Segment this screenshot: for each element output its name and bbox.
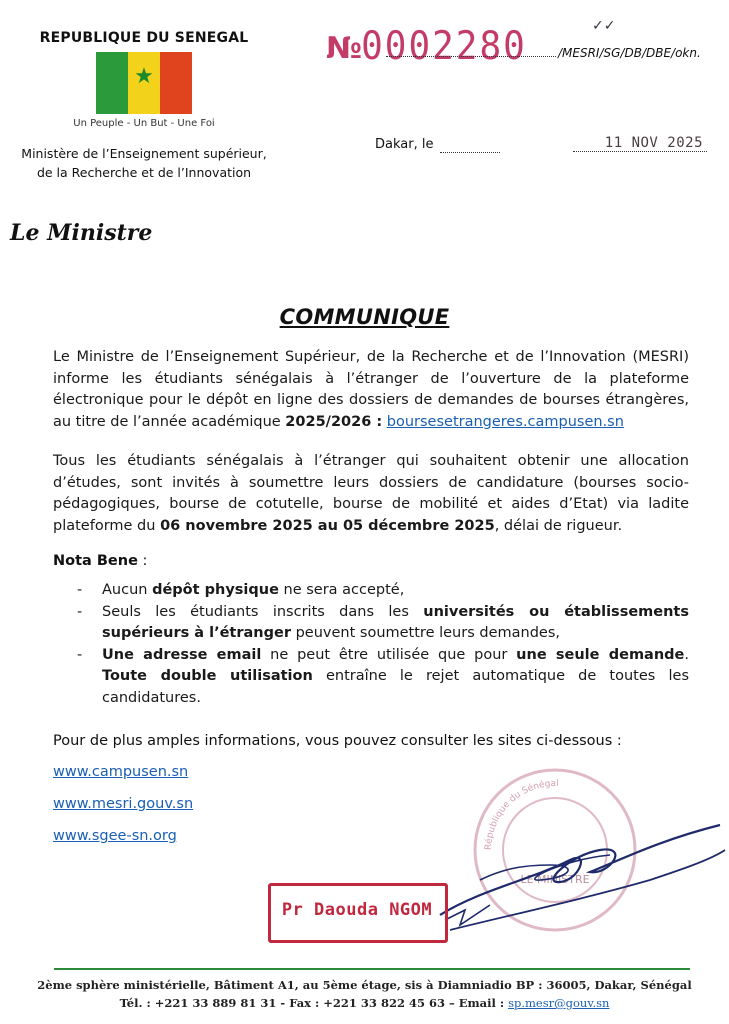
- platform-link[interactable]: boursesetrangeres.campusen.sn: [386, 413, 624, 430]
- country-title: REPUBLIQUE DU SENEGAL: [39, 30, 249, 46]
- academic-year: 2025/2026 :: [285, 413, 383, 430]
- paragraph-invitation: [53, 451, 689, 537]
- star-icon: ★: [134, 64, 154, 89]
- site-link-mesri[interactable]: www.mesri.gouv.sn: [53, 796, 194, 812]
- bullet2-text-b: universités ou établissements supérieurs à l’étranger: [102, 603, 689, 641]
- senegal-flag: [96, 52, 192, 114]
- list-item: [77, 602, 689, 645]
- number-symbol-icon: №: [326, 31, 362, 66]
- submission-dates: 06 novembre 2025 au 05 décembre 2025: [160, 517, 495, 534]
- stamp-ring-text: République du Sénégal: [483, 778, 559, 851]
- bullet3-text-f: entraîne le rejet automatique de toutes les candidatures.: [102, 668, 689, 706]
- bullet3-text-c: une seule demande: [516, 646, 685, 663]
- ministry-name: [10, 144, 278, 182]
- footer-contact: [0, 996, 729, 1010]
- footer-address: 2ème sphère ministérielle, Bâtiment A1, au 5ème étage, sis à Diamniadio BP : 36005, Dakar, Sénégal: [37, 978, 692, 992]
- checkmark-icon: ✓✓: [592, 18, 616, 34]
- stamp-center-text: LE MINISTRE: [520, 873, 590, 886]
- signatory-name: Pr Daouda NGOM: [281, 900, 433, 920]
- site-link-sgee[interactable]: www.sgee-sn.org: [53, 828, 177, 844]
- reference-code: /MESRI/SG/DB/DBE/okn.: [558, 46, 701, 60]
- footer-divider: [54, 968, 690, 970]
- city-label: Dakar, le: [375, 137, 434, 152]
- national-motto: Un Peuple - Un But - Une Foi: [73, 118, 215, 129]
- more-info-text: Pour de plus amples informations, vous pouvez consulter les sites ci-dessous :: [53, 733, 622, 749]
- city-dotted-line: [440, 142, 500, 153]
- bullet3-text-b: ne peut être utilisée que pour: [261, 646, 517, 663]
- intro-text: Le Ministre de l’Enseignement Supérieur, de la Recherche et de l’Innovation (MESRI) informe les étudiants sénégalais à l’étranger de l’ouverture de la plateforme électronique pour le dépôt en ligne des dossiers de demandes de bourses étrangères, au titre de l’année académique: [53, 349, 689, 430]
- bullet3-text-e: Toute double utilisation: [102, 668, 313, 684]
- nota-bene-heading: [53, 553, 147, 569]
- reference-dotted-line: [386, 44, 556, 57]
- footer-phone: Tél. : +221 33 889 81 31 - Fax : +221 33 822 45 63 – Email :: [119, 996, 505, 1010]
- bullet1-text-b: dépôt physique: [152, 582, 279, 598]
- bullet3-text-a: Une adresse email: [102, 646, 262, 663]
- nota-bene-colon: :: [137, 553, 148, 569]
- flag-red-band: [160, 52, 192, 114]
- paragraph-intro: [53, 347, 689, 433]
- bullet1-text-a: Aucun: [102, 582, 153, 598]
- handwritten-signature: [420, 820, 729, 940]
- signatory-heading: Le Ministre: [10, 220, 153, 246]
- ministry-line-1: Ministère de l’Enseignement supérieur,: [21, 146, 267, 161]
- date-stamp: 11 NOV 2025: [573, 135, 707, 152]
- list-item: [77, 580, 689, 602]
- flag-yellow-band: [128, 52, 160, 114]
- list-item: [77, 645, 689, 710]
- invitation-text: Tous les étudiants sénégalais à l’étranger qui souhaitent obtenir une allocation d’études, sont invités à soumettre leurs dossiers de candidature (bourses socio-pédagogiques, bourse de cotutelle, bourse de mobilité et aides d’Etat) via ladite plateforme du: [53, 453, 689, 534]
- nota-bene-list: [77, 580, 689, 709]
- bullet2-text-c: peuvent soumettre leurs demandes,: [290, 625, 560, 641]
- bullet3-text-d: .: [684, 646, 689, 663]
- footer-email-link[interactable]: sp.mesr@gouv.sn: [508, 996, 610, 1010]
- nota-bene-label: Nota Bene: [53, 553, 138, 569]
- bullet2-text-a: Seuls les étudiants inscrits dans les: [102, 603, 424, 620]
- flag-green-band: [96, 52, 128, 114]
- bullet1-text-c: ne sera accepté,: [278, 582, 405, 598]
- site-link-campusen[interactable]: www.campusen.sn: [53, 764, 189, 780]
- page-title: COMMUNIQUE: [279, 305, 450, 329]
- number-stamp-value: 0002280: [361, 23, 527, 70]
- invitation-end: , délai de rigueur.: [494, 517, 623, 534]
- ministry-line-2: de la Recherche et de l’Innovation: [36, 165, 252, 180]
